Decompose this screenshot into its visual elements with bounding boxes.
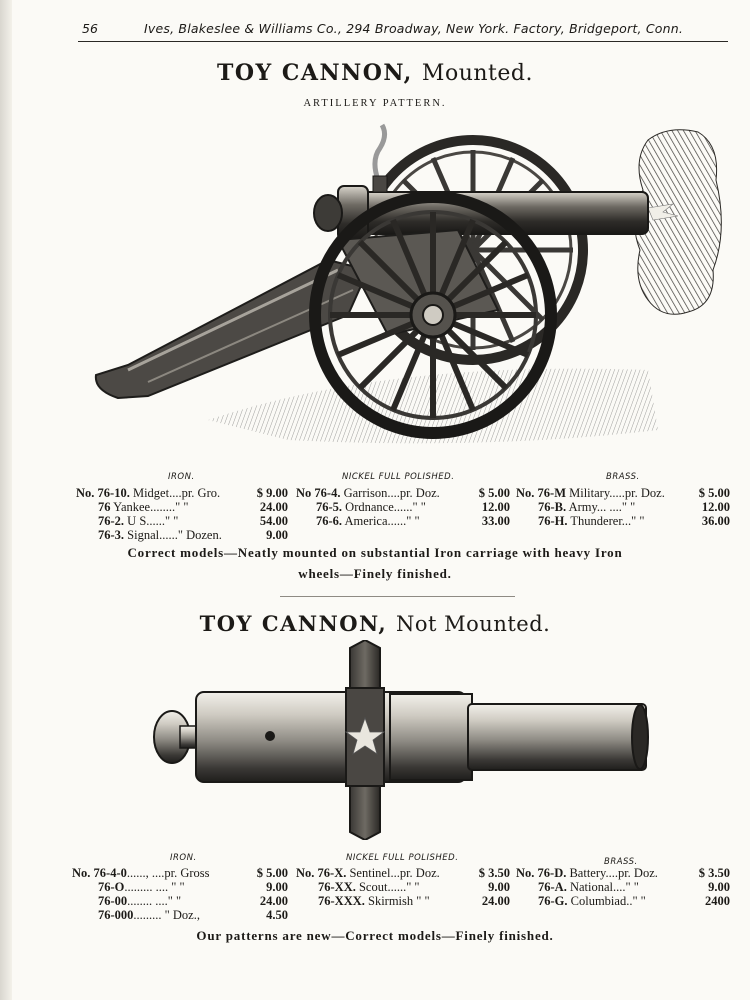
- section2-col2-heading: NICKEL FULL POLISHED.: [346, 853, 459, 863]
- price-row: [516, 894, 730, 908]
- item-number: 76-A.: [538, 880, 567, 894]
- item-price: 9.00: [266, 528, 288, 542]
- price-row: [516, 486, 730, 500]
- price-row: [76, 486, 288, 500]
- price-row: [72, 908, 288, 922]
- section1-col3-heading: BRASS.: [606, 472, 640, 482]
- item-unit: ......" ": [393, 500, 426, 514]
- price-row: [72, 866, 288, 880]
- section2-col1-heading: IRON.: [170, 853, 197, 863]
- item-price: 12.00: [481, 500, 510, 514]
- price-row: [72, 894, 288, 908]
- item-unit: .." ": [626, 894, 646, 908]
- item-number: No. 76-X.: [296, 866, 347, 880]
- price-row: [516, 880, 730, 894]
- section2-col1-list: [72, 866, 288, 922]
- section2-col3-heading: BRASS.: [604, 857, 638, 867]
- item-name: Military: [569, 486, 610, 500]
- item-number: 76-B.: [538, 500, 567, 514]
- section1-note-line2: wheels—Finely finished.: [298, 566, 452, 581]
- item-number: 76-G.: [538, 894, 568, 908]
- item-name: U S: [127, 514, 147, 528]
- section1-title: [0, 60, 750, 86]
- item-price: 2400: [705, 894, 730, 908]
- price-row: [296, 880, 510, 894]
- price-row: [296, 866, 510, 880]
- price-row: [296, 486, 510, 500]
- price-row: [516, 514, 730, 528]
- item-price: 36.00: [701, 514, 730, 528]
- item-name: Signal: [127, 528, 160, 542]
- item-unit: ........ ...." ": [127, 894, 182, 908]
- item-number: 76-6.: [316, 514, 343, 528]
- item-price: 9.00: [488, 880, 510, 894]
- item-number: No. 76-10.: [76, 486, 130, 500]
- section-divider: [280, 596, 515, 597]
- item-price: 4.50: [266, 908, 288, 922]
- item-price: 33.00: [481, 514, 510, 528]
- item-number: 76-H.: [538, 514, 568, 528]
- item-name: Battery: [569, 866, 606, 880]
- item-number: No. 76-M: [516, 486, 566, 500]
- price-row: [296, 500, 510, 514]
- item-unit: ..." ": [621, 514, 645, 528]
- item-number: No. 76-D.: [516, 866, 567, 880]
- section1-col1-heading: IRON.: [168, 472, 195, 482]
- page-number: 56: [82, 21, 98, 36]
- item-number: 76-000: [98, 908, 134, 922]
- section1-subtitle: ARTILLERY PATTERN.: [303, 98, 447, 109]
- item-name: Garrison: [343, 486, 388, 500]
- section2-col2-list: [296, 866, 510, 908]
- section1-title-sub: Mounted.: [421, 61, 533, 86]
- price-row: [76, 500, 288, 514]
- item-unit: ......" ": [387, 880, 420, 894]
- item-unit: ........" ": [150, 500, 189, 514]
- item-number: No. 76-4-0: [72, 866, 127, 880]
- item-name: Scout: [358, 880, 388, 894]
- item-name: Yankee: [113, 500, 151, 514]
- item-price: 9.00: [708, 880, 730, 894]
- section2-title: [0, 611, 750, 636]
- section2-title-main: TOY CANNON,: [199, 611, 388, 636]
- item-name: Army: [568, 500, 597, 514]
- item-number: 76-00: [98, 894, 128, 908]
- price-row: [296, 514, 510, 528]
- item-name: America: [344, 514, 388, 528]
- item-price: 12.00: [701, 500, 730, 514]
- price-row: [76, 514, 288, 528]
- section1-col2-heading: NICKEL FULL POLISHED.: [342, 472, 455, 482]
- item-price: $ 5.00: [256, 866, 288, 880]
- item-price: $ 3.50: [698, 866, 730, 880]
- item-price: 54.00: [259, 514, 288, 528]
- mounted-cannon-illustration: [88, 120, 728, 465]
- item-number: 76-XX.: [318, 880, 356, 894]
- item-number: 76-5.: [316, 500, 343, 514]
- item-price: 24.00: [259, 500, 288, 514]
- item-price: $ 5.00: [478, 486, 510, 500]
- item-name: Thunderer: [570, 514, 622, 528]
- item-unit: ......" Dozen.: [159, 528, 222, 542]
- price-row: [516, 500, 730, 514]
- item-unit: ....pr. Doz.: [605, 866, 658, 880]
- item-unit: ....pr. Gro.: [169, 486, 221, 500]
- item-number: 76-3.: [98, 528, 125, 542]
- section1-col3-list: [516, 486, 730, 528]
- item-name: Sentinel: [349, 866, 391, 880]
- item-name: Ordnance: [345, 500, 394, 514]
- item-name: National: [569, 880, 613, 894]
- item-price: 24.00: [481, 894, 510, 908]
- item-unit: ... ...." ": [596, 500, 636, 514]
- item-unit: ....pr. Doz.: [387, 486, 440, 500]
- item-number: 76: [98, 500, 111, 514]
- price-row: [72, 880, 288, 894]
- price-row: [516, 866, 730, 880]
- item-number: 76-2.: [98, 514, 125, 528]
- item-unit: .....pr. Doz.: [609, 486, 665, 500]
- section2-title-sub: Not Mounted.: [396, 612, 551, 636]
- item-price: $ 5.00: [698, 486, 730, 500]
- item-name: Columbiad: [570, 894, 627, 908]
- section2-col3-list: [516, 866, 730, 908]
- item-unit: ......" ": [387, 514, 420, 528]
- publisher-line: Ives, Blakeslee & Williams Co., 294 Broadway, New York. Factory, Bridgeport, Conn.: [144, 21, 684, 36]
- item-number: 76-O: [98, 880, 125, 894]
- section1-col1-list: [76, 486, 288, 542]
- item-unit: ......... .... " ": [124, 880, 185, 894]
- item-price: $ 9.00: [256, 486, 288, 500]
- item-unit: ......... " Doz.,: [133, 908, 200, 922]
- section1-note-line1: Correct models—Neatly mounted on substantial Iron carriage with heavy Iron: [127, 545, 623, 560]
- item-price: $ 3.50: [478, 866, 510, 880]
- item-unit: ...." ": [613, 880, 639, 894]
- item-number: 76-XXX.: [318, 894, 365, 908]
- item-price: 9.00: [266, 880, 288, 894]
- price-row: [296, 894, 510, 908]
- item-unit: ...pr. Doz.: [390, 866, 440, 880]
- item-name: Midget: [132, 486, 170, 500]
- item-unit: ......, ....pr. Gross: [126, 866, 210, 880]
- item-price: 24.00: [259, 894, 288, 908]
- price-row: [76, 528, 288, 542]
- unmounted-cannon-illustration: [150, 640, 655, 840]
- item-unit: ......" ": [146, 514, 179, 528]
- page-edge: [0, 0, 12, 1000]
- section1-title-main: TOY CANNON,: [217, 60, 413, 86]
- item-number: No 76-4.: [296, 486, 341, 500]
- section2-note: Our patterns are new—Correct models—Finely finished.: [196, 928, 554, 943]
- item-name: Skirmish: [368, 894, 414, 908]
- item-unit: " ": [416, 894, 430, 908]
- running-head: [78, 20, 728, 42]
- section1-col2-list: [296, 486, 510, 528]
